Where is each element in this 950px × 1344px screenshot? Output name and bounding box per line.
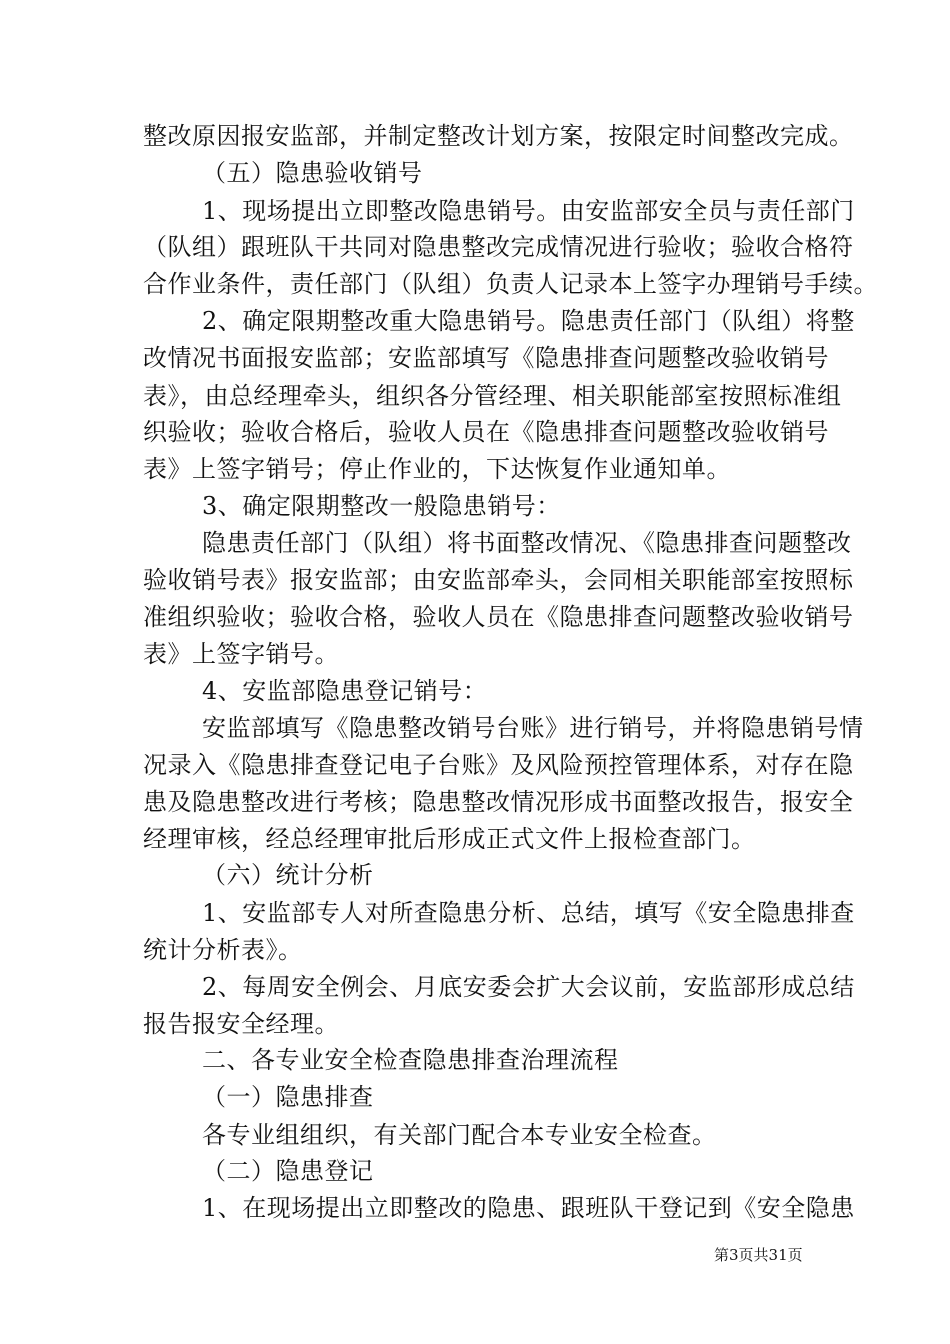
text-line: 3、确定限期整改一般隐患销号： bbox=[202, 492, 561, 520]
chapter-heading: 二、各专业安全检查隐患排查治理流程 bbox=[202, 1046, 619, 1074]
text-line: （队组）跟班队干共同对隐患整改完成情况进行验收；验收合格符 bbox=[143, 233, 854, 261]
text-line: 1、在现场提出立即整改的隐患、跟班队干登记到《安全隐患 bbox=[202, 1194, 855, 1222]
text-line: 2、确定限期整改重大隐患销号。隐患责任部门（队组）将整 bbox=[202, 307, 855, 335]
text-line: 1、现场提出立即整改隐患销号。由安监部安全员与责任部门 bbox=[202, 197, 855, 225]
text-line: 1、安监部专人对所查隐患分析、总结，填写《安全隐患排查 bbox=[202, 899, 855, 927]
text-line: 验收销号表》报安监部；由安监部牵头，会同相关职能部室按照标 bbox=[143, 566, 854, 594]
text-line: 合作业条件，责任部门（队组）负责人记录本上签字办理销号手续。 bbox=[143, 270, 878, 298]
section-heading: （一）隐患排查 bbox=[202, 1083, 374, 1111]
text-line: 织验收；验收合格后，验收人员在《隐患排查问题整改验收销号 bbox=[143, 418, 829, 446]
text-line: 改情况书面报安监部；安监部填写《隐患排查问题整改验收销号 bbox=[143, 344, 829, 372]
section-heading: （六）统计分析 bbox=[202, 861, 374, 889]
text-line: 表》上签字销号；停止作业的，下达恢复作业通知单。 bbox=[143, 455, 731, 483]
text-line: 统计分析表》。 bbox=[143, 936, 303, 964]
page-number-footer: 第3页共31页 bbox=[714, 1246, 803, 1264]
text-line: 安监部填写《隐患整改销号台账》进行销号，并将隐患销号情 bbox=[202, 714, 864, 742]
text-line: 患及隐患整改进行考核；隐患整改情况形成书面整改报告，报安全 bbox=[143, 788, 854, 816]
text-line: 隐患责任部门（队组）将书面整改情况、《隐患排查问题整改 bbox=[202, 529, 852, 557]
text-line: 报告报安全经理。 bbox=[143, 1010, 339, 1038]
text-line: 经理审核，经总经理审批后形成正式文件上报检查部门。 bbox=[143, 825, 756, 853]
text-line: 表》上签字销号。 bbox=[143, 640, 339, 668]
section-heading: （五）隐患验收销号 bbox=[202, 159, 423, 187]
text-line: 各专业组组织，有关部门配合本专业安全检查。 bbox=[202, 1121, 717, 1149]
text-line: 表》，由总经理牵头，组织各分管经理、相关职能部室按照标准组 bbox=[143, 382, 842, 410]
text-line: 况录入《隐患排查登记电子台账》及风险预控管理体系，对存在隐 bbox=[143, 751, 854, 779]
text-line: 整改原因报安监部，并制定整改计划方案，按限定时间整改完成。 bbox=[143, 122, 854, 150]
text-line: 2、每周安全例会、月底安委会扩大会议前，安监部形成总结 bbox=[202, 973, 855, 1001]
section-heading: （二）隐患登记 bbox=[202, 1157, 374, 1185]
text-line: 准组织验收；验收合格，验收人员在《隐患排查问题整改验收销号 bbox=[143, 603, 854, 631]
text-line: 4、安监部隐患登记销号： bbox=[202, 677, 488, 705]
